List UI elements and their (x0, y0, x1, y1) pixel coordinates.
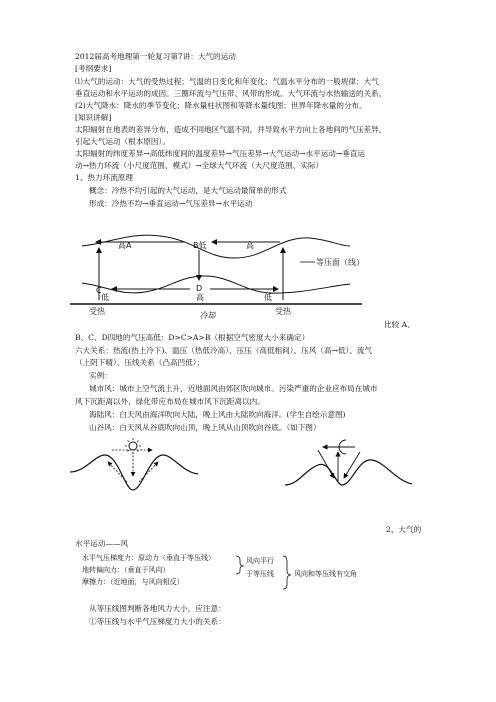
heading-horizontal-motion-right: 2、大气的 (386, 525, 422, 534)
outline-item-1-cont: 垂直运动和水平运动的成因。三圈环流与气压带、风带的形成。大气环流与水热输送的关系。 (75, 89, 387, 98)
formation-line: 形成：冷热不均→垂直运动→气压差异→水平运动 (89, 199, 253, 208)
label-point-d: D (196, 284, 203, 293)
sun-icon (125, 438, 141, 454)
force-friction: 摩擦力：（近地面，与风向相反） (82, 578, 184, 586)
day-arrow-left-up (108, 462, 127, 482)
moon-icon (339, 440, 346, 454)
label-low-b: B低 (193, 241, 207, 250)
day-arrow-right-up (139, 462, 158, 482)
heading-thermal-circulation: 1、热力环流原理 (75, 173, 133, 182)
judge-item-1: ①等压线与水平气压梯度力大小的关系： (89, 617, 226, 626)
judge-wind-force: 从等压线图判断各地风力大小，应注意： (89, 604, 226, 613)
label-heated-left: 受热 (89, 307, 105, 316)
night-arrow-right-down (344, 452, 360, 478)
upper-isobar-curve (82, 235, 350, 258)
paragraph-2: 太阳辐射的纬度差异→高低纬度间的温度差异→气压差异→大气运动→水平运动→垂直运 (75, 149, 365, 158)
outline-item-2: (2)大气降水：降水的季节变化；降水量柱状图和等降水量线图；世界年降水量的分布。 (75, 101, 367, 110)
day-mountain-profile (70, 455, 198, 490)
night-mountain-profile (285, 460, 412, 485)
section-explain-heading: [知识讲解] (75, 113, 112, 122)
force-pressure-gradient: 水平气压梯度力：原动力（垂直于等压线） (82, 554, 215, 562)
outline-item-1: ⑴大气的运动：大气的受热过程；气温的日变化和年变化；气温水平分布的一般规律；大气 (75, 77, 379, 86)
label-heated-right: 受热 (275, 307, 291, 316)
label-low-bottom-left: 低 (101, 293, 109, 302)
label-isobar: 等压面（线） (316, 258, 364, 267)
mountain-valley-breeze: 山谷风：白天风从谷底吹向山顶，晚上风从山顶吹向谷底。（如下图） (89, 423, 321, 432)
sea-land-breeze: 海陆风：白天风由海洋吹向大陆，晚上风由大陆吹向海洋。(学生自绘示意图) (89, 410, 346, 419)
bracket-parallel-2: 于等压线 (246, 570, 274, 578)
paragraph-1: 太阳辐射在地表的差异分布，造成不同地区气温不同，并导致水平方向上各地间的气压差异， (75, 125, 387, 134)
example-heading: 实例： (89, 371, 112, 380)
lower-isobar-curve (82, 276, 350, 293)
night-arrow-left-down (318, 450, 334, 478)
bracket-parallel-1: 风向平行 (246, 557, 274, 565)
label-high-bottom: 高 (196, 293, 204, 302)
force-coriolis: 地转偏向力：（垂直于风向） (82, 566, 170, 574)
label-cooled: 冷却 (200, 311, 216, 320)
paragraph-2-cont: 动→热力环流（小尺度范围、模式）→全球大气环流（大尺度范围、实际） (75, 161, 324, 170)
document-title: 2012届高考地理第一轮复习第7讲：大气的运动 (75, 52, 236, 61)
bracket-angle: 风向和等压线有交角 (294, 570, 357, 578)
concept-line: 概念：冷热不均引起的大气运动，是大气运动最简单的形式 (89, 186, 287, 195)
label-low-bottom-right: 低 (264, 293, 272, 302)
city-wind-cont: 风下沉距离以外，绿化带应布局在城市风下沉距离以内。 (75, 397, 265, 406)
section-outline-heading: [考纲要求] (75, 64, 112, 73)
label-high-a: 高A (118, 241, 132, 250)
compare-right-fragment: 比较 A、 (384, 320, 415, 329)
paragraph-1-cont: 引起大气运动（根本原因）。 (75, 137, 170, 146)
six-relations-cont: （上阴下晴）、压线关系（凸高凹低）； (75, 358, 205, 367)
heading-horizontal-motion-left: 水平运动——风 (75, 539, 129, 548)
six-relations: 六大关系：热流(热上冷下)、温压（热低冷高）、压压（高低相间）、压风（高→低）、流气 (75, 346, 373, 355)
compare-pressure-line: B、C、D四地的气压高低：D>C>A>B（根据空气密度大小来确定） (75, 333, 310, 342)
label-high-top-right: 高 (246, 241, 254, 250)
label-point-c: C (96, 286, 102, 295)
city-wind: 城市风：城市上空气流上升，近地面风由郊区吹向城市。污染严重的企业应布局在城市 (89, 384, 378, 393)
